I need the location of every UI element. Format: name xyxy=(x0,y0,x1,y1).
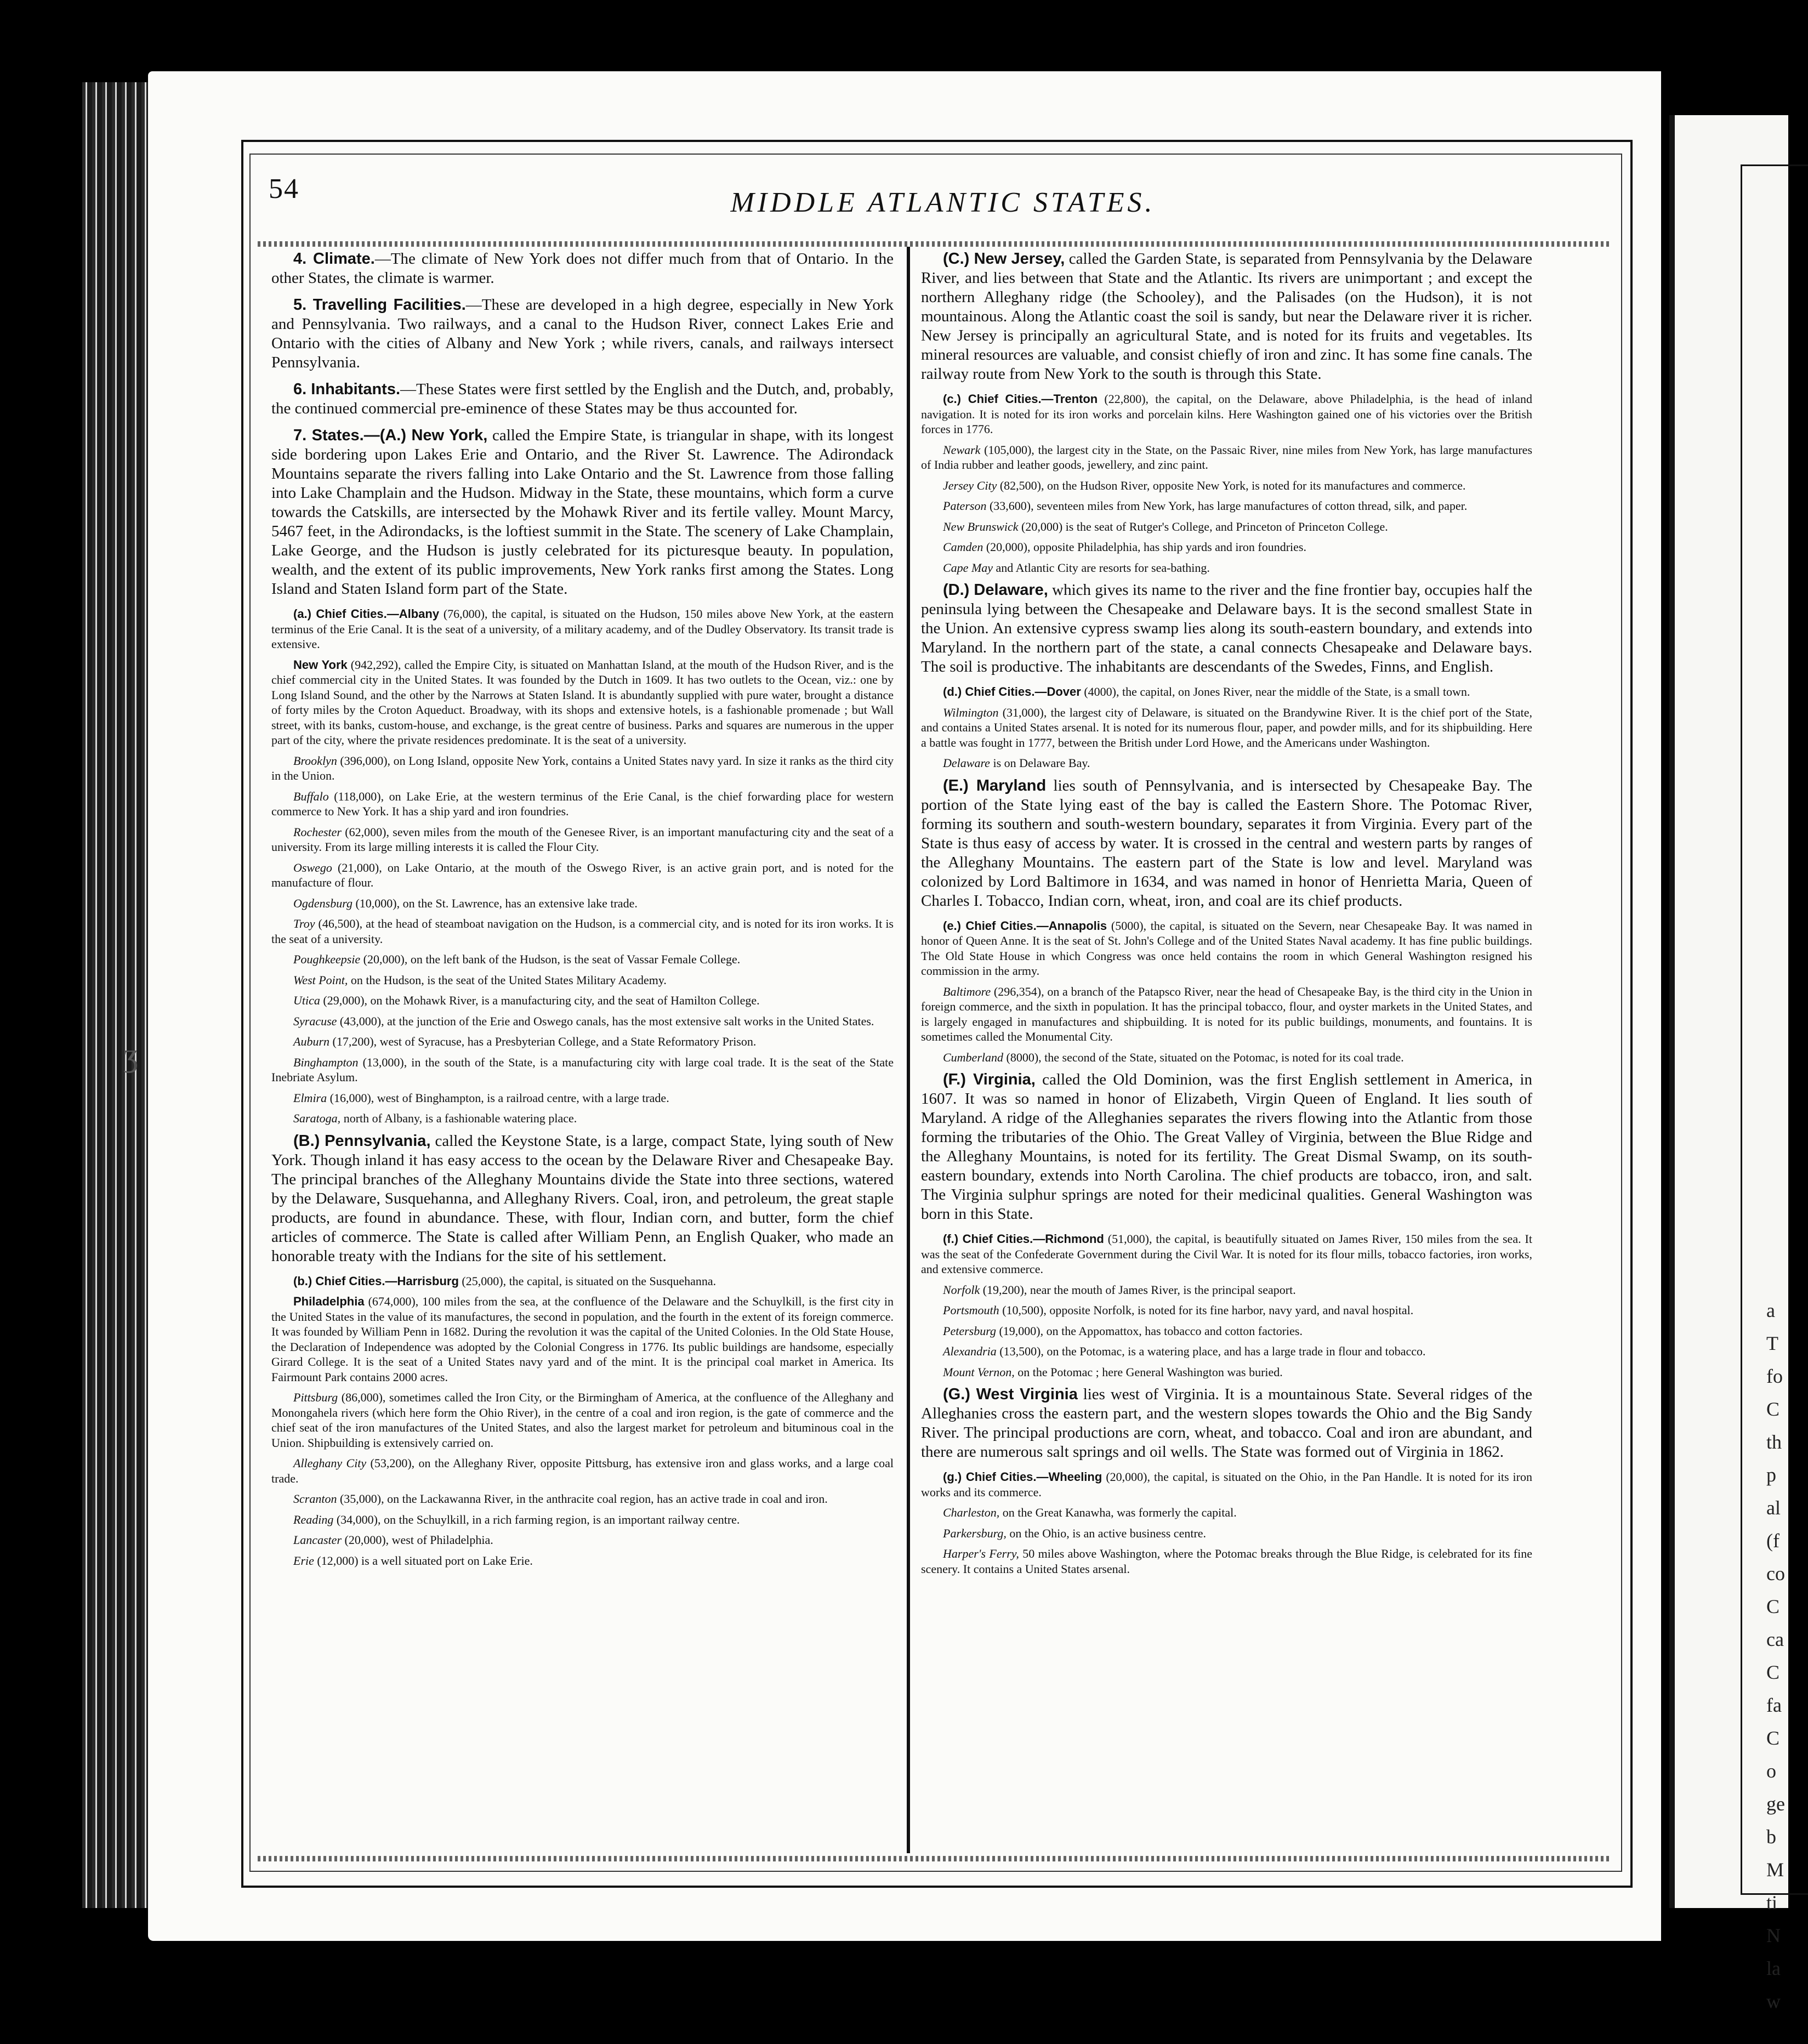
footer-ornamental-rule xyxy=(258,1856,1612,1861)
state-paragraph-text: called the Garden State, is separated from Pennsylvania by the Delaware River, and lies between that State and the Atlantic. Its rivers are unimportant ; and except the northern Alleghany ridge (the Schooley), and the Palisades (on the Hudson), it is not mountainous. Along the Atlantic coast the soil is sandy, but near the Delaware river it is richer. New Jersey is principally an agricultural State, and is noted for its fruits and vegetables. Its mineral resources are valuable, and consist chiefly of iron and zinc. It has some fine canals. The railway route from New York to the south is through this State. xyxy=(921,250,1533,383)
city-entry-text: (43,000), at the junction of the Erie and Oswego canals, has the most extensive salt works in the United States. xyxy=(337,1014,874,1028)
city-entry-text: (4000), the capital, on Jones River, near the middle of the State, is a small town. xyxy=(1081,685,1470,699)
city-entry xyxy=(271,657,894,748)
facing-page-line: w xyxy=(1766,1990,1781,2012)
city-entry-heading: Poughkeepsie xyxy=(293,952,361,966)
facing-page-line: C xyxy=(1766,1727,1780,1749)
city-entry-text: (20,000), the capital, is situated on the Ohio, in the Pan Handle. It is noted for its iron works and its commerce. xyxy=(921,1470,1532,1499)
facing-page-line: ca xyxy=(1766,1628,1784,1650)
city-entry xyxy=(921,1526,1532,1541)
facing-page-line: a xyxy=(1766,1299,1775,1321)
city-entry-text: (53,200), on the Alleghany River, opposite Pittsburg, has extensive iron and glass works, and a large coal trade. xyxy=(271,1456,894,1485)
city-entry-heading: Petersburg xyxy=(943,1324,996,1338)
city-entry xyxy=(921,519,1532,535)
city-entry xyxy=(921,1505,1532,1520)
facing-page-line: co xyxy=(1766,1563,1785,1585)
city-entry-heading: Camden xyxy=(943,540,983,554)
city-entry-text: (20,000), on the left bank of the Hudson, is the seat of Vassar Female College. xyxy=(360,952,741,966)
city-entry-heading: Elmira xyxy=(293,1091,327,1105)
header-ornamental-rule xyxy=(258,241,1612,247)
state-paragraph-text: which gives its name to the river and the fine frontier bay, occupies half the peninsula lying between the Chesapeake and Delaware bays. It is the second smallest State in the Union. An extensive cypress swamp lies along its south-eastern boundary, and extends into Maryland. In the northern part of the state, a canal connects Chesapeake and Delaware bays. The soil is productive. The inhabitants are descendants of the Swedes, Finns, and English. xyxy=(921,581,1532,675)
state-paragraph-heading: (D.) Delaware, xyxy=(943,581,1048,599)
city-entry-text: (33,600), seventeen miles from New York, has large manufactures of cotton thread, silk, and paper. xyxy=(986,499,1468,513)
city-entry-text: (29,000), on the Mohawk River, is a manufacturing city, and the seat of Hamilton College. xyxy=(320,993,760,1007)
facing-page-line: C xyxy=(1766,1596,1780,1617)
city-entry-heading: Lancaster xyxy=(293,1533,342,1547)
section-paragraph-heading: 6. Inhabitants. xyxy=(293,381,401,398)
city-entry xyxy=(271,1055,894,1085)
city-entry-heading: Pittsburg xyxy=(293,1390,338,1404)
city-entry xyxy=(921,498,1532,514)
city-entry-heading: Cumberland xyxy=(943,1050,1003,1064)
right-column xyxy=(921,249,1532,1856)
city-entry-heading: New York xyxy=(293,657,348,672)
state-paragraph-heading: (G.) West Virginia xyxy=(943,1386,1078,1403)
state-paragraph xyxy=(271,1132,894,1266)
state-paragraph-text: lies south of Pennsylvania, and is intersected by Chesapeake Bay. The portion of the State lying east of the bay is called the Eastern Shore. The Potomac River, forming its southern and south-western boundary, separates it from Virginia. Every part of the State is thus easy of access by water. It is crossed in the central and western parts by ranges of the Alleghany Mountains. The eastern part of the State is low and level. Maryland was colonized by Lord Baltimore in 1634, and was named in honor of Henrietta Maria, Queen of Charles I. Tobacco, Indian corn, wheat, iron, and coal are its chief products. xyxy=(921,776,1533,910)
city-entry xyxy=(271,952,894,967)
city-entry xyxy=(921,1231,1532,1277)
city-entry-heading: Paterson xyxy=(943,499,987,513)
city-entry xyxy=(271,1111,894,1126)
city-entry xyxy=(921,984,1532,1044)
city-entry xyxy=(921,560,1532,576)
section-paragraph-heading: 4. Climate. xyxy=(293,250,375,268)
city-entry-text: (5000), the capital, is situated on the Severn, near Chesapeake Bay. It was named in honor of Queen Anne. It is the seat of St. John's College and of the United States Naval academy. It has fine public buildings. The Old State House in which Congress was once held contains the room in which General Washington resigned his commission in the army. xyxy=(921,918,1533,978)
city-entry xyxy=(921,1546,1532,1576)
city-entry-text: (105,000), the largest city in the State, on the Passaic River, nine miles from New York, has large manufactures of India rubber and leather goods, jewellery, and zinc paint. xyxy=(921,442,1532,472)
page-curl-mark: ʒ xyxy=(123,1037,138,1073)
city-entry xyxy=(271,1274,894,1289)
section-paragraph-heading: 5. Travelling Facilities. xyxy=(293,296,466,314)
facing-page-line: fa xyxy=(1766,1694,1782,1716)
city-entry-text: on the Hudson, is the seat of the United States Military Academy. xyxy=(348,973,667,987)
city-entry xyxy=(921,442,1532,473)
city-entry-text: (10,500), opposite Norfolk, is noted for its fine harbor, navy yard, and naval hospital. xyxy=(999,1303,1414,1317)
city-entry-heading: Cape May xyxy=(943,560,993,575)
city-entry xyxy=(921,1469,1532,1500)
city-entry-text: on the Great Kanawha, was formerly the capital. xyxy=(999,1506,1237,1519)
section-paragraph-text: called the Empire State, is triangular in shape, with its longest side bordering upon Lakes Erie and Ontario, and the River St. Lawrence. The Adirondack Mountains separate the rivers falling into Lake Ontario and the St. Lawrence from those falling into Lake Champlain and the Hudson. Midway in the State, these mountains, which form a curve towards the Catskills, are intersected by the Mohawk River and its fertile valley. Mount Marcy, 5467 feet, in the Adirondacks, is the loftiest summit in the State. The scenery of Lake Champlain, Lake George, and the Hudson is justly celebrated for its picturesque beauty. In population, wealth, and the extent of its public improvements, New York ranks first among the States. Long Island and Staten Island form part of the State. xyxy=(271,427,894,598)
city-entry-heading: (d.) Chief Cities.—Dover xyxy=(943,685,1081,699)
city-entry-heading: Portsmouth xyxy=(943,1303,999,1317)
facing-page-line: la xyxy=(1766,1957,1781,1979)
city-entry-heading: (b.) Chief Cities.—Harrisburg xyxy=(293,1274,459,1288)
facing-page-line: M xyxy=(1766,1859,1784,1881)
section-paragraph xyxy=(271,296,894,372)
city-entry xyxy=(271,606,894,652)
city-entry-text: (34,000), on the Schuylkill, in a rich farming region, is an important railway centre. xyxy=(333,1512,740,1526)
city-entry-text: (51,000), the capital, is beautifully situated on James River, 150 miles from the sea. It was the seat of the Confederate Government during the Civil War. It is noted for its flour mills, tobacco factories, iron works, and extensive commerce. xyxy=(921,1232,1532,1276)
facing-page-line: th xyxy=(1766,1431,1782,1453)
city-entry xyxy=(271,993,894,1008)
city-entry-text: (13,000), in the south of the State, is a manufacturing city with large coal trade. It is the seat of the State Inebriate Asylum. xyxy=(271,1055,894,1084)
city-entry-text: (20,000) is the seat of Rutger's College, and Princeton of Princeton College. xyxy=(1018,519,1388,533)
section-paragraph xyxy=(271,380,894,418)
city-entry-text: on the Ohio, is an active business centre. xyxy=(1006,1526,1207,1540)
city-entry-heading: (e.) Chief Cities.—Annapolis xyxy=(943,918,1107,933)
state-paragraph-heading: (E.) Maryland xyxy=(943,776,1047,794)
city-entry-text: (12,000) is a well situated port on Lake Erie. xyxy=(314,1553,533,1568)
state-paragraph xyxy=(921,581,1532,677)
state-paragraph-text: lies west of Virginia. It is a mountainous State. Several ridges of the Alleghanies cross the eastern part, and the western slopes towards the Ohio and the Big Sandy River. The principal productions are corn, wheat, and tobacco. Coal and iron are abundant, and there are numerous salt springs and oil wells. The State was formed out of Virginia in 1862. xyxy=(921,1386,1532,1461)
city-entry-text: (16,000), west of Binghampton, is a railroad centre, with a large trade. xyxy=(327,1091,669,1105)
city-entry-text: (8000), the second of the State, situated on the Potomac, is noted for its coal trade. xyxy=(1003,1050,1404,1064)
state-paragraph xyxy=(921,249,1532,384)
city-entry-heading: (c.) Chief Cities.—Trenton xyxy=(943,392,1098,406)
state-paragraph xyxy=(921,776,1532,911)
city-entry xyxy=(271,1512,894,1528)
section-paragraph xyxy=(271,249,894,288)
section-paragraph-text: —These are developed in a high degree, especially in New York and Pennsylvania. Two railways, and a canal to the Hudson River, connect Lakes Erie and Ontario with the cities of Albany and New York ; while rivers, canals, and railways intersect Pennsylvania. xyxy=(271,296,894,371)
city-entry-text: (296,354), on a branch of the Patapsco River, near the head of Chesapeake Bay, is the third city in the Union in foreign commerce, and the sixth in population. It has the principal tobacco, flour, and oyster markets in the United States, and is largely engaged in manufactures and shipbuilding. It is noted for its public buildings, monuments, and fountains. It is sometimes called the Monumental City. xyxy=(921,984,1532,1043)
facing-page-line: N xyxy=(1766,1924,1781,1946)
city-entry-heading: Auburn xyxy=(293,1035,329,1048)
city-entry xyxy=(921,1303,1532,1318)
city-entry xyxy=(271,1390,894,1450)
city-entry-heading: Norfolk xyxy=(943,1282,980,1297)
city-entry-heading: Brooklyn xyxy=(293,753,337,768)
city-entry-heading: Charleston, xyxy=(943,1506,1000,1519)
city-entry-heading: (a.) Chief Cities.—Albany xyxy=(293,607,440,621)
facing-page-text-fragment xyxy=(1766,1294,1783,2018)
city-entry-text: (86,000), sometimes called the Iron City, or the Birmingham of America, at the confluence of the Alleghany and Monongahela rivers (which here form the Ohio River), in the centre of a coal and iron region, is the gate of commerce and the chief seat of the iron manufactures of the United States, and also the largest market for petroleum and bituminous coal in the Union. Shipbuilding is extensively carried on. xyxy=(271,1390,894,1450)
city-entry xyxy=(271,973,894,988)
facing-page-line: ge xyxy=(1766,1793,1785,1815)
city-entry-text: (17,200), west of Syracuse, has a Presbyterian College, and a State Reformatory Prison. xyxy=(329,1035,757,1048)
state-paragraph-heading: (C.) New Jersey, xyxy=(943,250,1065,268)
city-entry-text: 50 miles above Washington, where the Potomac breaks through the Blue Ridge, is celebrated for its fine scenery. It contains a United States arsenal. xyxy=(921,1547,1533,1576)
city-entry-heading: Parkersburg, xyxy=(943,1526,1007,1540)
city-entry-text: north of Albany, is a fashionable watering place. xyxy=(340,1111,577,1125)
city-entry xyxy=(271,860,894,890)
city-entry-heading: Saratoga, xyxy=(293,1111,341,1125)
city-entry-text: (13,500), on the Potomac, is a watering place, and has a large trade in flour and tobacco. xyxy=(996,1344,1426,1358)
facing-page-line: fo xyxy=(1766,1365,1783,1387)
city-entry-text: (19,000), on the Appomattox, has tobacco and cotton factories. xyxy=(996,1324,1303,1338)
column-divider xyxy=(907,247,910,1853)
city-entry xyxy=(921,540,1532,555)
facing-page-line: b xyxy=(1766,1826,1776,1848)
city-entry-heading: Reading xyxy=(293,1512,334,1526)
city-entry-heading: Ogdensburg xyxy=(293,896,352,910)
city-entry-heading: (f.) Chief Cities.—Richmond xyxy=(943,1232,1104,1246)
city-entry-heading: Newark xyxy=(943,442,981,457)
running-head: MIDDLE ATLANTIC STATES. xyxy=(730,187,1156,218)
city-entry xyxy=(271,1553,894,1569)
city-entry-text: (25,000), the capital, is situated on the Susquehanna. xyxy=(458,1274,717,1288)
city-entry-text: (118,000), on Lake Erie, at the western terminus of the Erie Canal, is the chief forwarding place for western commerce to New York. It has a ship yard and iron foundries. xyxy=(271,789,894,818)
city-entry-heading: Baltimore xyxy=(943,984,991,998)
city-entry-heading: Jersey City xyxy=(943,478,997,492)
city-entry xyxy=(271,1532,894,1548)
book-page-stack xyxy=(82,82,159,1908)
city-entry-heading: Buffalo xyxy=(293,789,329,803)
section-paragraph-heading: 7. States.—(A.) New York, xyxy=(293,427,488,444)
facing-page-line: p xyxy=(1766,1464,1776,1486)
city-entry xyxy=(271,896,894,911)
city-entry-heading: Rochester xyxy=(293,825,342,839)
city-entry xyxy=(921,1050,1532,1065)
city-entry xyxy=(271,753,894,783)
state-paragraph xyxy=(921,1070,1532,1224)
city-entry-heading: Wilmington xyxy=(943,705,999,719)
city-entry xyxy=(271,825,894,855)
city-entry xyxy=(271,1091,894,1106)
city-entry-text: (20,000), west of Philadelphia. xyxy=(342,1533,493,1547)
facing-page-line: (f xyxy=(1766,1530,1779,1552)
state-paragraph-text: called the Old Dominion, was the first English settlement in America, in 1607. It was so named in honor of Elizabeth, Virgin Queen of England. It lies south of Maryland. A ridge of the Alleghanies separates the rivers flowing into the Atlantic from those forming the tributaries of the Ohio. The Great Valley of Virginia, between the Blue Ridge and the Alleghany Mountains, is noted for its fertility. The Great Dismal Swamp, on its south-eastern boundary, extends into North Carolina. The chief products are tobacco, iron, and salt. The Virginia sulphur springs are noted for their medicinal qualities. General Washington was born in this State. xyxy=(921,1071,1532,1223)
city-entry-text: (942,292), called the Empire City, is situated on Manhattan Island, at the mouth of the Hudson River, and is the chief commercial city in the United States. It was founded by the Dutch in 1609. It has two outlets to the Ocean, viz.: one by Long Island Sound, and the other by the Narrows at Staten Island. It is abundantly supplied with pure water, brought a distance of forty miles by the Croton Aqueduct. Broadway, with its shops and extensive hotels, is a fashionable promenade ; but Wall street, with its banks, custom-house, and exchange, is the great centre of business. Parks and squares are numerous in the upper part of the city, where the private residences predominate. It is the seat of a university. xyxy=(271,657,894,747)
city-entry-text: on the Potomac ; here General Washington was buried. xyxy=(1014,1365,1283,1379)
section-paragraph xyxy=(271,426,894,599)
section-paragraph-text: —These States were first settled by the English and the Dutch, and, probably, the continued commercial pre-eminence of these States may be thus accounted for. xyxy=(271,381,894,417)
city-entry-text: (22,800), the capital, on the Delaware, above Philadelphia, is the head of inland navigation. It is noted for its iron works and porcelain kilns. Here Washington gained one of his victories over the British forces in 1776. xyxy=(921,392,1532,436)
city-entry xyxy=(271,1491,894,1507)
city-entry-heading: Mount Vernon, xyxy=(943,1365,1015,1379)
city-entry xyxy=(921,1344,1532,1359)
city-entry-text: (10,000), on the St. Lawrence, has an extensive lake trade. xyxy=(352,896,638,910)
city-entry-text: (62,000), seven miles from the mouth of the Genesee River, is an important manufacturing city and the seat of a university. From its large milling interests it is called the Flour City. xyxy=(271,825,894,854)
city-entry-text: (396,000), on Long Island, opposite New York, contains a United States navy yard. In size it ranks as the third city in the Union. xyxy=(271,753,894,782)
state-paragraph xyxy=(921,1385,1532,1462)
city-entry xyxy=(271,1034,894,1049)
city-entry-heading: Scranton xyxy=(293,1492,337,1506)
facing-page-line: C xyxy=(1766,1661,1780,1683)
city-entry-text: (19,200), near the mouth of James River, is the principal seaport. xyxy=(980,1282,1296,1297)
city-entry-heading: Philadelphia xyxy=(293,1294,365,1308)
city-entry-heading: Oswego xyxy=(293,860,332,875)
city-entry-heading: Erie xyxy=(293,1553,314,1568)
city-entry xyxy=(271,916,894,946)
city-entry-text: (76,000), the capital, is situated on the Hudson, 150 miles above New York, at the eastern terminus of the Erie Canal. It is the seat of a university, of a military academy, and of the Dudley Observatory. Its transit trade is extensive. xyxy=(271,607,894,651)
city-entry-text: (20,000), opposite Philadelphia, has ship yards and iron foundries. xyxy=(983,540,1306,554)
city-entry-text: (31,000), the largest city of Delaware, is situated on the Brandywine River. It is the chief port of the State, and contains a United States arsenal. It is noted for its numerous flour, paper, and powder mills, and for its shipbuilding. Here a battle was fought in 1777, between the British under Lord Howe, and the Americans under Washington. xyxy=(921,705,1532,750)
city-entry-text: is on Delaware Bay. xyxy=(990,756,1090,770)
city-entry-text: (46,500), at the head of steamboat navigation on the Hudson, is a commercial city, and is noted for its iron works. It is the seat of a university. xyxy=(271,917,894,946)
city-entry xyxy=(921,391,1532,437)
facing-page-line: T xyxy=(1766,1332,1778,1354)
facing-page-line: al xyxy=(1766,1497,1781,1519)
city-entry-heading: Harper's Ferry, xyxy=(943,1547,1019,1560)
city-entry-heading: New Brunswick xyxy=(943,519,1019,533)
city-entry xyxy=(271,1014,894,1029)
city-entry-text: and Atlantic City are resorts for sea-bathing. xyxy=(993,560,1210,575)
city-entry xyxy=(921,684,1532,700)
city-entry xyxy=(921,1282,1532,1298)
city-entry xyxy=(921,705,1532,751)
city-entry-text: (35,000), on the Lackawanna River, in the anthracite coal region, has an active trade in coal and iron. xyxy=(337,1492,828,1506)
facing-page-line: o xyxy=(1766,1760,1776,1782)
city-entry-text: (674,000), 100 miles from the sea, at the confluence of the Delaware and the Schuylkill, is the first city in the United States in the value of its manufactures, the second in population, and the fourth in the extent of its foreign commerce. It was founded by William Penn in 1682. During the revolution it was the capital of the United Colonies. In the Old State House, the Declaration of Independence was adopted by the Colonial Congress in 1776. Its public buildings are handsome, especially Girard College. It is the seat of a United States navy yard and of the mint. It is the principal coal market in America. Its Fairmount Park contains 2000 acres. xyxy=(271,1294,894,1384)
city-entry xyxy=(921,1324,1532,1339)
city-entry xyxy=(921,478,1532,493)
city-entry-text: (21,000), on Lake Ontario, at the mouth of the Oswego River, is an active grain port, and is noted for the manufacture of flour. xyxy=(271,860,894,889)
section-paragraph-text: —The climate of New York does not differ much from that of Ontario. In the other States, the climate is warmer. xyxy=(271,250,894,287)
city-entry xyxy=(271,1294,894,1384)
city-entry-heading: Binghampton xyxy=(293,1055,359,1069)
facing-page-line: C xyxy=(1766,1398,1780,1420)
city-entry-heading: Troy xyxy=(293,917,315,930)
city-entry-heading: West Point, xyxy=(293,973,348,987)
city-entry-heading: (g.) Chief Cities.—Wheeling xyxy=(943,1470,1102,1484)
city-entry-heading: Delaware xyxy=(943,756,990,770)
left-column xyxy=(271,249,894,1856)
city-entry-heading: Alexandria xyxy=(943,1344,997,1358)
page-number: 54 xyxy=(269,173,299,205)
city-entry-heading: Utica xyxy=(293,993,320,1007)
city-entry xyxy=(271,1456,894,1486)
facing-page-line: ti xyxy=(1766,1892,1778,1914)
city-entry xyxy=(271,789,894,819)
city-entry xyxy=(921,1365,1532,1380)
city-entry-text: (82,500), on the Hudson River, opposite New York, is noted for its manufactures and commerce. xyxy=(997,478,1466,492)
city-entry-heading: Alleghany City xyxy=(293,1456,367,1470)
city-entry-heading: Syracuse xyxy=(293,1014,337,1028)
state-paragraph-heading: (B.) Pennsylvania, xyxy=(293,1132,431,1150)
city-entry xyxy=(921,918,1532,979)
state-paragraph-text: called the Keystone State, is a large, compact State, lying south of New York. Though inland it has easy access to the ocean by the Delaware River and Chesapeake Bay. The principal branches of the Alleghany Mountains divide the State into three sections, watered by the Delaware, Susquehanna, and Alleghany Rivers. Coal, iron, and petroleum, the great staple products, are found in abundance. These, with flour, Indian corn, and butter, form the chief articles of commerce. The State is called after William Penn, an English Quaker, who made an honorable treaty with the Indians for the site of his settlement. xyxy=(271,1132,894,1265)
state-paragraph-heading: (F.) Virginia, xyxy=(943,1071,1036,1088)
city-entry xyxy=(921,756,1532,771)
